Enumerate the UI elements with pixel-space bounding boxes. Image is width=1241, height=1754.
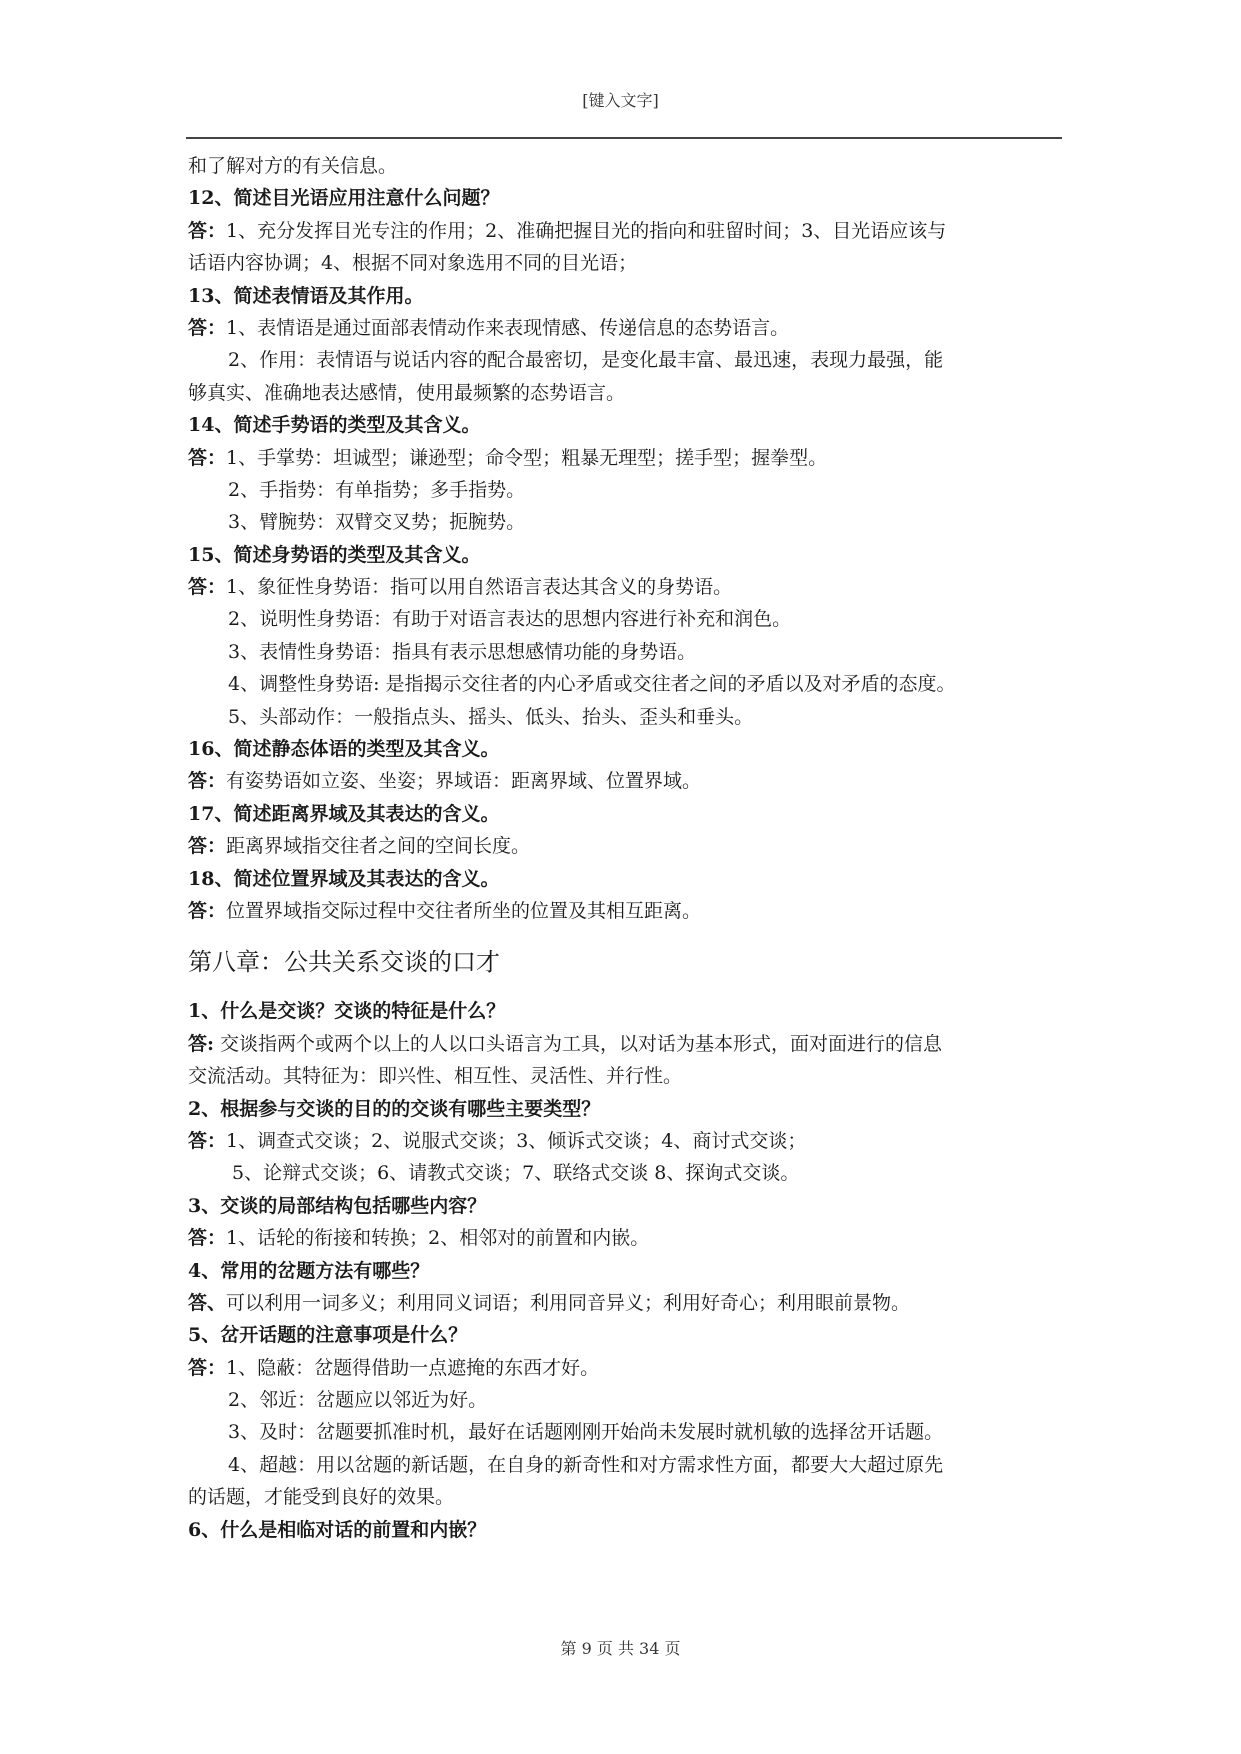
answer-15-line-2: 2、说明性身势语：有助于对语言表达的思想内容进行补充和润色。 (228, 608, 792, 631)
paragraph-line: 和了解对方的有关信息。 (188, 155, 398, 177)
chapter8-answer-1-line-1 (188, 1028, 1058, 1060)
answer-13-line-2: 2、作用：表情语与说话内容的配合最密切，是变化最丰富、最迅速，表现力最强，能 (228, 349, 944, 372)
chapter8-answer-5-line-3: 3、及时：岔题要抓准时机，最好在话题刚刚开始尚未发展时就机敏的选择岔开话题。 (228, 1421, 944, 1444)
question-18: 18、简述位置界域及其表达的含义。 (188, 867, 500, 890)
header-rule (186, 137, 1062, 139)
document-body (188, 150, 1058, 1546)
answer-label: 答： (188, 835, 227, 858)
chapter8-question-2: 2、根据参与交谈的目的的交谈有哪些主要类型？ (188, 1097, 601, 1120)
chapter8-question-3: 3、交谈的局部结构包括哪些内容？ (188, 1194, 487, 1217)
answer-15-line-5: 5、头部动作：一般指点头、摇头、低头、抬头、歪头和垂头。 (228, 705, 754, 728)
answer-12-line-2: 话语内容协调；4、根据不同对象选用不同的目光语； (188, 252, 638, 275)
answer-14-line-3: 3、臂腕势：双臂交叉势；扼腕势。 (228, 511, 526, 534)
page-footer: 第 9 页 共 34 页 (560, 1639, 681, 1658)
answer-text: 1、表情语是通过面部表情动作来表现情感、传递信息的态势语言。 (226, 316, 790, 339)
chapter-heading: 第八章：公共关系交谈的口才 (188, 948, 500, 977)
chapter8-answer-2-line-1 (188, 1125, 1058, 1157)
chapter8-answer-4 (188, 1287, 1058, 1319)
chapter8-answer-1-line-2: 交流活动。其特征为：即兴性、相互性、灵活性、并行性。 (188, 1065, 683, 1088)
answer-text: 位置界域指交际过程中交往者所坐的位置及其相互距离。 (226, 899, 702, 922)
spacer (188, 927, 1058, 945)
answer-text: 可以利用一词多义；利用同义词语；利用同音异义；利用好奇心；利用眼前景物。 (226, 1291, 911, 1314)
answer-12-line-1 (188, 215, 1058, 247)
answer-label: 答： (188, 770, 227, 793)
answer-text: 1、调查式交谈；2、说服式交谈；3、倾诉式交谈；4、商讨式交谈； (226, 1129, 807, 1152)
answer-18 (188, 895, 1058, 927)
answer-15-line-4: 4、调整性身势语: 是指揭示交往者的内心矛盾或交往者之间的矛盾以及对矛盾的态度。 (228, 673, 956, 696)
answer-text: 交谈指两个或两个以上的人以口头语言为工具，以对话为基本形式，面对面进行的信息 (214, 1032, 943, 1055)
answer-label: 答、 (188, 1291, 227, 1314)
chapter8-answer-3 (188, 1222, 1058, 1254)
answer-text: 1、象征性身势语：指可以用自然语言表达其含义的身势语。 (226, 576, 733, 599)
page-header: [键入文字] (582, 91, 659, 110)
answer-15-line-3: 3、表情性身势语：指具有表示思想感情功能的身势语。 (228, 640, 697, 663)
question-12: 12、简述目光语应用注意什么问题？ (188, 187, 500, 210)
chapter8-question-6: 6、什么是相临对话的前置和内嵌？ (188, 1518, 487, 1541)
chapter8-answer-5-line-5: 的话题，才能受到良好的效果。 (188, 1486, 455, 1509)
chapter8-answer-5-line-2: 2、邻近：岔题应以邻近为好。 (228, 1389, 488, 1412)
chapter8-answer-5-line-1 (188, 1352, 1058, 1384)
question-15: 15、简述身势语的类型及其含义。 (188, 543, 481, 566)
answer-15-line-1 (188, 571, 1058, 603)
answer-14-line-1 (188, 442, 1058, 474)
answer-text: 1、充分发挥目光专注的作用；2、准确把握目光的指向和驻留时间；3、目光语应该与 (226, 219, 947, 242)
answer-label: 答： (188, 576, 227, 599)
answer-17 (188, 830, 1058, 862)
answer-label: 答： (188, 446, 227, 469)
question-17: 17、简述距离界域及其表达的含义。 (188, 802, 500, 825)
spacer (188, 979, 1058, 995)
answer-label: 答： (188, 1356, 227, 1379)
answer-text: 有姿势语如立姿、坐姿；界域语：距离界域、位置界域。 (226, 770, 702, 793)
answer-text: 距离界域指交往者之间的空间长度。 (226, 835, 531, 858)
answer-16 (188, 765, 1058, 797)
answer-text: 1、话轮的衔接和转换；2、相邻对的前置和内嵌。 (226, 1227, 650, 1250)
answer-label: 答： (188, 1227, 227, 1250)
question-16: 16、简述静态体语的类型及其含义。 (188, 738, 500, 761)
chapter8-question-1: 1、什么是交谈？交谈的特征是什么？ (188, 1000, 506, 1023)
answer-13-line-1 (188, 312, 1058, 344)
answer-label: 答： (188, 316, 227, 339)
question-14: 14、简述手势语的类型及其含义。 (188, 414, 481, 437)
answer-label: 答： (188, 899, 227, 922)
answer-label: 答： (188, 219, 227, 242)
answer-text: 1、手掌势：坦诚型；谦逊型；命令型；粗暴无理型；搓手型；握拳型。 (226, 446, 828, 469)
chapter8-question-5: 5、岔开话题的注意事项是什么？ (188, 1324, 468, 1347)
answer-13-line-3: 够真实、准确地表达感情，使用最频繁的态势语言。 (188, 381, 626, 404)
answer-label: 答: (188, 1032, 215, 1055)
chapter8-answer-5-line-4: 4、超越：用以岔题的新话题，在自身的新奇性和对方需求性方面，都要大大超过原先 (228, 1453, 944, 1476)
answer-label: 答： (188, 1129, 227, 1152)
chapter8-question-4: 4、常用的岔题方法有哪些？ (188, 1259, 430, 1282)
chapter8-answer-2-line-2: 5、论辩式交谈；6、请教式交谈；7、联络式交谈 8、探询式交谈。 (232, 1162, 800, 1185)
answer-14-line-2: 2、手指势：有单指势；多手指势。 (228, 478, 526, 501)
answer-text: 1、隐蔽：岔题得借助一点遮掩的东西才好。 (226, 1356, 600, 1379)
question-13: 13、简述表情语及其作用。 (188, 284, 424, 307)
